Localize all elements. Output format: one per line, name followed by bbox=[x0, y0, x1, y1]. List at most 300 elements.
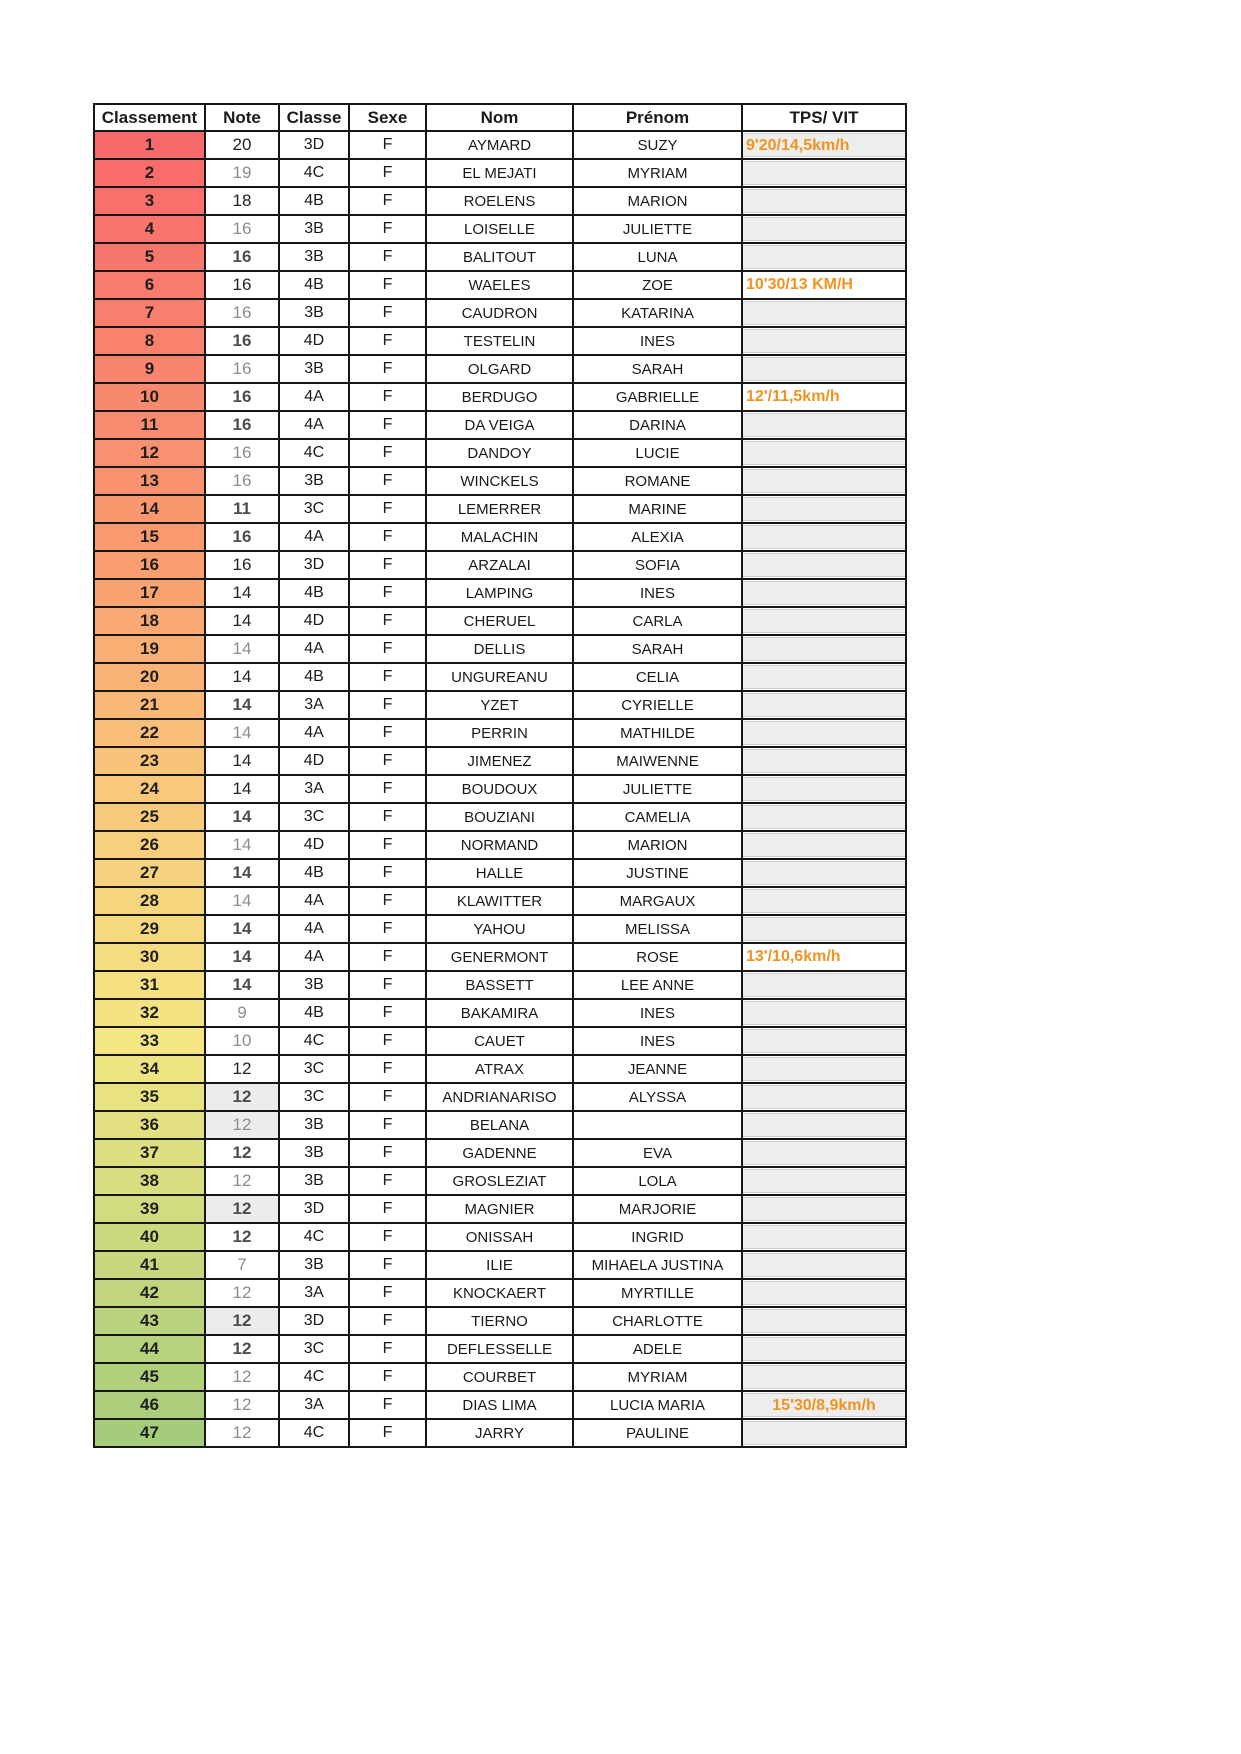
header-note: Note bbox=[205, 104, 279, 131]
note-cell: 12 bbox=[205, 1083, 279, 1111]
rank-cell: 22 bbox=[94, 719, 205, 747]
prenom-cell: GABRIELLE bbox=[573, 383, 742, 411]
prenom-cell: LUCIE bbox=[573, 439, 742, 467]
tps-vit-cell bbox=[742, 1419, 906, 1447]
nom-cell: BALITOUT bbox=[426, 243, 573, 271]
prenom-cell: CHARLOTTE bbox=[573, 1307, 742, 1335]
classe-cell: 4C bbox=[279, 1027, 349, 1055]
prenom-cell: MYRTILLE bbox=[573, 1279, 742, 1307]
nom-cell: NORMAND bbox=[426, 831, 573, 859]
sexe-cell: F bbox=[349, 355, 426, 383]
table-row bbox=[94, 887, 906, 915]
rank-cell: 38 bbox=[94, 1167, 205, 1195]
sexe-cell: F bbox=[349, 299, 426, 327]
prenom-cell: LUNA bbox=[573, 243, 742, 271]
rank-cell: 8 bbox=[94, 327, 205, 355]
nom-cell: GADENNE bbox=[426, 1139, 573, 1167]
prenom-cell: DARINA bbox=[573, 411, 742, 439]
note-cell: 12 bbox=[205, 1363, 279, 1391]
classe-cell: 4C bbox=[279, 439, 349, 467]
classe-cell: 3D bbox=[279, 1195, 349, 1223]
rank-cell: 45 bbox=[94, 1363, 205, 1391]
sexe-cell: F bbox=[349, 971, 426, 999]
table-row bbox=[94, 551, 906, 579]
classe-cell: 3B bbox=[279, 243, 349, 271]
sexe-cell: F bbox=[349, 887, 426, 915]
classe-cell: 4A bbox=[279, 915, 349, 943]
note-cell: 14 bbox=[205, 803, 279, 831]
tps-vit-cell: 10'30/13 KM/H bbox=[742, 271, 906, 299]
nom-cell: CAUDRON bbox=[426, 299, 573, 327]
table-row bbox=[94, 383, 906, 411]
table-row bbox=[94, 523, 906, 551]
nom-cell: BOUDOUX bbox=[426, 775, 573, 803]
prenom-cell: CARLA bbox=[573, 607, 742, 635]
table-row bbox=[94, 1055, 906, 1083]
nom-cell: EL MEJATI bbox=[426, 159, 573, 187]
sexe-cell: F bbox=[349, 691, 426, 719]
classe-cell: 4A bbox=[279, 943, 349, 971]
classe-cell: 4A bbox=[279, 411, 349, 439]
classe-cell: 3C bbox=[279, 1335, 349, 1363]
prenom-cell: CYRIELLE bbox=[573, 691, 742, 719]
table-row bbox=[94, 1391, 906, 1419]
table-row bbox=[94, 327, 906, 355]
tps-vit-cell bbox=[742, 243, 906, 271]
classe-cell: 3B bbox=[279, 1111, 349, 1139]
note-cell: 20 bbox=[205, 131, 279, 159]
nom-cell: YAHOU bbox=[426, 915, 573, 943]
prenom-cell: INGRID bbox=[573, 1223, 742, 1251]
note-cell: 16 bbox=[205, 355, 279, 383]
rank-cell: 25 bbox=[94, 803, 205, 831]
prenom-cell bbox=[573, 1111, 742, 1139]
sexe-cell: F bbox=[349, 915, 426, 943]
rank-cell: 32 bbox=[94, 999, 205, 1027]
nom-cell: DIAS LIMA bbox=[426, 1391, 573, 1419]
note-cell: 16 bbox=[205, 383, 279, 411]
classe-cell: 3C bbox=[279, 1083, 349, 1111]
table-row bbox=[94, 691, 906, 719]
sexe-cell: F bbox=[349, 439, 426, 467]
tps-vit-cell bbox=[742, 1083, 906, 1111]
tps-vit-cell bbox=[742, 1223, 906, 1251]
prenom-cell: INES bbox=[573, 1027, 742, 1055]
nom-cell: MAGNIER bbox=[426, 1195, 573, 1223]
prenom-cell: CAMELIA bbox=[573, 803, 742, 831]
classe-cell: 3C bbox=[279, 495, 349, 523]
rank-cell: 28 bbox=[94, 887, 205, 915]
note-cell: 16 bbox=[205, 271, 279, 299]
results-table bbox=[93, 103, 907, 1448]
rank-cell: 17 bbox=[94, 579, 205, 607]
sexe-cell: F bbox=[349, 1111, 426, 1139]
sexe-cell: F bbox=[349, 859, 426, 887]
classe-cell: 4C bbox=[279, 1223, 349, 1251]
table-row bbox=[94, 495, 906, 523]
table-row bbox=[94, 1279, 906, 1307]
table-row bbox=[94, 1251, 906, 1279]
rank-cell: 9 bbox=[94, 355, 205, 383]
nom-cell: BOUZIANI bbox=[426, 803, 573, 831]
classe-cell: 3B bbox=[279, 971, 349, 999]
table-row bbox=[94, 1111, 906, 1139]
nom-cell: HALLE bbox=[426, 859, 573, 887]
sexe-cell: F bbox=[349, 1307, 426, 1335]
note-cell: 14 bbox=[205, 915, 279, 943]
classe-cell: 4A bbox=[279, 383, 349, 411]
tps-vit-cell bbox=[742, 523, 906, 551]
note-cell: 9 bbox=[205, 999, 279, 1027]
table-row bbox=[94, 243, 906, 271]
table-row bbox=[94, 467, 906, 495]
tps-vit-cell: 9'20/14,5km/h bbox=[742, 131, 906, 159]
prenom-cell: EVA bbox=[573, 1139, 742, 1167]
header-row bbox=[94, 104, 906, 131]
rank-cell: 11 bbox=[94, 411, 205, 439]
sexe-cell: F bbox=[349, 1027, 426, 1055]
tps-vit-cell bbox=[742, 1279, 906, 1307]
classe-cell: 4C bbox=[279, 1419, 349, 1447]
rank-cell: 31 bbox=[94, 971, 205, 999]
nom-cell: LOISELLE bbox=[426, 215, 573, 243]
nom-cell: OLGARD bbox=[426, 355, 573, 383]
sexe-cell: F bbox=[349, 131, 426, 159]
classe-cell: 3A bbox=[279, 1279, 349, 1307]
rank-cell: 30 bbox=[94, 943, 205, 971]
table-row bbox=[94, 803, 906, 831]
classe-cell: 3A bbox=[279, 1391, 349, 1419]
note-cell: 7 bbox=[205, 1251, 279, 1279]
note-cell: 12 bbox=[205, 1279, 279, 1307]
note-cell: 14 bbox=[205, 663, 279, 691]
rank-cell: 43 bbox=[94, 1307, 205, 1335]
note-cell: 12 bbox=[205, 1223, 279, 1251]
prenom-cell: MAIWENNE bbox=[573, 747, 742, 775]
rank-cell: 47 bbox=[94, 1419, 205, 1447]
note-cell: 16 bbox=[205, 299, 279, 327]
sexe-cell: F bbox=[349, 1167, 426, 1195]
sexe-cell: F bbox=[349, 831, 426, 859]
prenom-cell: ROSE bbox=[573, 943, 742, 971]
table-row bbox=[94, 1419, 906, 1447]
tps-vit-cell bbox=[742, 159, 906, 187]
rank-cell: 36 bbox=[94, 1111, 205, 1139]
table-row bbox=[94, 131, 906, 159]
nom-cell: KNOCKAERT bbox=[426, 1279, 573, 1307]
prenom-cell: INES bbox=[573, 579, 742, 607]
tps-vit-cell bbox=[742, 747, 906, 775]
header-prenom: Prénom bbox=[573, 104, 742, 131]
tps-vit-cell bbox=[742, 551, 906, 579]
prenom-cell: MATHILDE bbox=[573, 719, 742, 747]
rank-cell: 44 bbox=[94, 1335, 205, 1363]
header-tps-vit: TPS/ VIT bbox=[742, 104, 906, 131]
tps-vit-cell bbox=[742, 1363, 906, 1391]
rank-cell: 13 bbox=[94, 467, 205, 495]
table-row bbox=[94, 1195, 906, 1223]
classe-cell: 3D bbox=[279, 551, 349, 579]
classe-cell: 3B bbox=[279, 355, 349, 383]
prenom-cell: JUSTINE bbox=[573, 859, 742, 887]
prenom-cell: ALEXIA bbox=[573, 523, 742, 551]
prenom-cell: MYRIAM bbox=[573, 159, 742, 187]
header-classe: Classe bbox=[279, 104, 349, 131]
classe-cell: 4B bbox=[279, 187, 349, 215]
prenom-cell: SOFIA bbox=[573, 551, 742, 579]
table-row bbox=[94, 299, 906, 327]
note-cell: 14 bbox=[205, 691, 279, 719]
classe-cell: 4B bbox=[279, 663, 349, 691]
prenom-cell: MARINE bbox=[573, 495, 742, 523]
classe-cell: 3D bbox=[279, 131, 349, 159]
nom-cell: JIMENEZ bbox=[426, 747, 573, 775]
nom-cell: PERRIN bbox=[426, 719, 573, 747]
table-row bbox=[94, 831, 906, 859]
prenom-cell: SUZY bbox=[573, 131, 742, 159]
sexe-cell: F bbox=[349, 1055, 426, 1083]
classe-cell: 4B bbox=[279, 271, 349, 299]
nom-cell: LAMPING bbox=[426, 579, 573, 607]
note-cell: 14 bbox=[205, 831, 279, 859]
tps-vit-cell: 15'30/8,9km/h bbox=[742, 1391, 906, 1419]
header-sexe: Sexe bbox=[349, 104, 426, 131]
prenom-cell: LEE ANNE bbox=[573, 971, 742, 999]
table-row bbox=[94, 1363, 906, 1391]
note-cell: 12 bbox=[205, 1111, 279, 1139]
table-row bbox=[94, 411, 906, 439]
nom-cell: WAELES bbox=[426, 271, 573, 299]
nom-cell: ARZALAI bbox=[426, 551, 573, 579]
classe-cell: 4B bbox=[279, 999, 349, 1027]
table-row bbox=[94, 1335, 906, 1363]
classe-cell: 4A bbox=[279, 887, 349, 915]
tps-vit-cell bbox=[742, 299, 906, 327]
rank-cell: 33 bbox=[94, 1027, 205, 1055]
prenom-cell: SARAH bbox=[573, 635, 742, 663]
nom-cell: GROSLEZIAT bbox=[426, 1167, 573, 1195]
note-cell: 16 bbox=[205, 327, 279, 355]
tps-vit-cell bbox=[742, 691, 906, 719]
rank-cell: 29 bbox=[94, 915, 205, 943]
note-cell: 14 bbox=[205, 971, 279, 999]
note-cell: 16 bbox=[205, 523, 279, 551]
rank-cell: 21 bbox=[94, 691, 205, 719]
table-row bbox=[94, 1307, 906, 1335]
sexe-cell: F bbox=[349, 1363, 426, 1391]
rank-cell: 42 bbox=[94, 1279, 205, 1307]
sexe-cell: F bbox=[349, 1251, 426, 1279]
prenom-cell: ZOE bbox=[573, 271, 742, 299]
classe-cell: 3B bbox=[279, 215, 349, 243]
rank-cell: 10 bbox=[94, 383, 205, 411]
sexe-cell: F bbox=[349, 1419, 426, 1447]
nom-cell: COURBET bbox=[426, 1363, 573, 1391]
note-cell: 12 bbox=[205, 1139, 279, 1167]
table-row bbox=[94, 1083, 906, 1111]
table-row bbox=[94, 943, 906, 971]
classe-cell: 3A bbox=[279, 691, 349, 719]
tps-vit-cell bbox=[742, 607, 906, 635]
rank-cell: 1 bbox=[94, 131, 205, 159]
table-row bbox=[94, 999, 906, 1027]
table-header bbox=[94, 104, 906, 131]
classe-cell: 4B bbox=[279, 859, 349, 887]
sexe-cell: F bbox=[349, 1223, 426, 1251]
table-row bbox=[94, 663, 906, 691]
nom-cell: DELLIS bbox=[426, 635, 573, 663]
nom-cell: YZET bbox=[426, 691, 573, 719]
sexe-cell: F bbox=[349, 523, 426, 551]
header-nom: Nom bbox=[426, 104, 573, 131]
tps-vit-cell bbox=[742, 411, 906, 439]
prenom-cell: LUCIA MARIA bbox=[573, 1391, 742, 1419]
table-row bbox=[94, 775, 906, 803]
sexe-cell: F bbox=[349, 579, 426, 607]
classe-cell: 4D bbox=[279, 327, 349, 355]
rank-cell: 26 bbox=[94, 831, 205, 859]
nom-cell: AYMARD bbox=[426, 131, 573, 159]
tps-vit-cell bbox=[742, 775, 906, 803]
sexe-cell: F bbox=[349, 1139, 426, 1167]
table-row bbox=[94, 355, 906, 383]
classe-cell: 4A bbox=[279, 523, 349, 551]
tps-vit-cell bbox=[742, 1111, 906, 1139]
table-row bbox=[94, 1139, 906, 1167]
rank-cell: 27 bbox=[94, 859, 205, 887]
tps-vit-cell bbox=[742, 439, 906, 467]
nom-cell: WINCKELS bbox=[426, 467, 573, 495]
sexe-cell: F bbox=[349, 551, 426, 579]
nom-cell: CAUET bbox=[426, 1027, 573, 1055]
prenom-cell: ALYSSA bbox=[573, 1083, 742, 1111]
tps-vit-cell bbox=[742, 327, 906, 355]
classe-cell: 4A bbox=[279, 635, 349, 663]
sexe-cell: F bbox=[349, 607, 426, 635]
sexe-cell: F bbox=[349, 271, 426, 299]
table-row bbox=[94, 1167, 906, 1195]
nom-cell: CHERUEL bbox=[426, 607, 573, 635]
rank-cell: 2 bbox=[94, 159, 205, 187]
nom-cell: TIERNO bbox=[426, 1307, 573, 1335]
table-row bbox=[94, 971, 906, 999]
note-cell: 18 bbox=[205, 187, 279, 215]
sexe-cell: F bbox=[349, 215, 426, 243]
nom-cell: BELANA bbox=[426, 1111, 573, 1139]
table-row bbox=[94, 1223, 906, 1251]
tps-vit-cell bbox=[742, 467, 906, 495]
table-row bbox=[94, 1027, 906, 1055]
nom-cell: DANDOY bbox=[426, 439, 573, 467]
sexe-cell: F bbox=[349, 1195, 426, 1223]
note-cell: 12 bbox=[205, 1195, 279, 1223]
rank-cell: 15 bbox=[94, 523, 205, 551]
note-cell: 14 bbox=[205, 719, 279, 747]
sexe-cell: F bbox=[349, 1279, 426, 1307]
tps-vit-cell bbox=[742, 859, 906, 887]
note-cell: 12 bbox=[205, 1307, 279, 1335]
tps-vit-cell bbox=[742, 971, 906, 999]
note-cell: 16 bbox=[205, 551, 279, 579]
prenom-cell: MIHAELA JUSTINA bbox=[573, 1251, 742, 1279]
sexe-cell: F bbox=[349, 159, 426, 187]
nom-cell: TESTELIN bbox=[426, 327, 573, 355]
prenom-cell: JULIETTE bbox=[573, 775, 742, 803]
rank-cell: 20 bbox=[94, 663, 205, 691]
nom-cell: ATRAX bbox=[426, 1055, 573, 1083]
classe-cell: 3B bbox=[279, 1251, 349, 1279]
nom-cell: DA VEIGA bbox=[426, 411, 573, 439]
note-cell: 12 bbox=[205, 1419, 279, 1447]
note-cell: 16 bbox=[205, 439, 279, 467]
tps-vit-cell bbox=[742, 495, 906, 523]
nom-cell: JARRY bbox=[426, 1419, 573, 1447]
rank-cell: 19 bbox=[94, 635, 205, 663]
tps-vit-cell bbox=[742, 635, 906, 663]
tps-vit-cell bbox=[742, 1251, 906, 1279]
table-row bbox=[94, 859, 906, 887]
table-row bbox=[94, 915, 906, 943]
tps-vit-cell: 13'/10,6km/h bbox=[742, 943, 906, 971]
classe-cell: 4D bbox=[279, 831, 349, 859]
sexe-cell: F bbox=[349, 663, 426, 691]
rank-cell: 5 bbox=[94, 243, 205, 271]
tps-vit-cell bbox=[742, 355, 906, 383]
note-cell: 12 bbox=[205, 1335, 279, 1363]
note-cell: 12 bbox=[205, 1055, 279, 1083]
table-row bbox=[94, 159, 906, 187]
classe-cell: 3C bbox=[279, 1055, 349, 1083]
rank-cell: 37 bbox=[94, 1139, 205, 1167]
note-cell: 10 bbox=[205, 1027, 279, 1055]
sexe-cell: F bbox=[349, 1083, 426, 1111]
rank-cell: 46 bbox=[94, 1391, 205, 1419]
rank-cell: 39 bbox=[94, 1195, 205, 1223]
rank-cell: 24 bbox=[94, 775, 205, 803]
sexe-cell: F bbox=[349, 495, 426, 523]
prenom-cell: CELIA bbox=[573, 663, 742, 691]
table-row bbox=[94, 607, 906, 635]
sexe-cell: F bbox=[349, 327, 426, 355]
tps-vit-cell: 12'/11,5km/h bbox=[742, 383, 906, 411]
rank-cell: 35 bbox=[94, 1083, 205, 1111]
nom-cell: BAKAMIRA bbox=[426, 999, 573, 1027]
sexe-cell: F bbox=[349, 747, 426, 775]
note-cell: 14 bbox=[205, 887, 279, 915]
rank-cell: 12 bbox=[94, 439, 205, 467]
note-cell: 14 bbox=[205, 943, 279, 971]
prenom-cell: MELISSA bbox=[573, 915, 742, 943]
prenom-cell: JULIETTE bbox=[573, 215, 742, 243]
note-cell: 14 bbox=[205, 607, 279, 635]
note-cell: 14 bbox=[205, 859, 279, 887]
classe-cell: 4C bbox=[279, 159, 349, 187]
rank-cell: 18 bbox=[94, 607, 205, 635]
note-cell: 19 bbox=[205, 159, 279, 187]
prenom-cell: LOLA bbox=[573, 1167, 742, 1195]
nom-cell: ONISSAH bbox=[426, 1223, 573, 1251]
nom-cell: GENERMONT bbox=[426, 943, 573, 971]
note-cell: 14 bbox=[205, 775, 279, 803]
prenom-cell: MARGAUX bbox=[573, 887, 742, 915]
note-cell: 11 bbox=[205, 495, 279, 523]
classe-cell: 3D bbox=[279, 1307, 349, 1335]
sexe-cell: F bbox=[349, 187, 426, 215]
tps-vit-cell bbox=[742, 1139, 906, 1167]
tps-vit-cell bbox=[742, 1167, 906, 1195]
prenom-cell: SARAH bbox=[573, 355, 742, 383]
table-row bbox=[94, 439, 906, 467]
